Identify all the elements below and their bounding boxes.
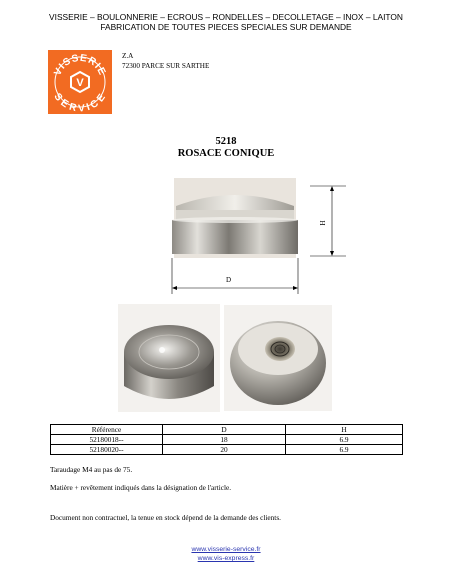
table-cell: 20 <box>163 445 286 455</box>
address-line-2: 72300 PARCE SUR SARTHE <box>122 62 210 70</box>
product-name: ROSACE CONIQUE <box>177 148 275 159</box>
address-line-1: Z.A <box>122 52 134 60</box>
logo-top-text: VISSERIE <box>52 52 108 78</box>
table-header-cell: H <box>286 425 403 435</box>
company-logo <box>48 50 112 114</box>
table-cell: 52180018-- <box>51 435 163 445</box>
table-row <box>51 435 403 445</box>
product-code: 5218 <box>215 136 237 147</box>
table-header-cell: D <box>163 425 286 435</box>
table-cell: 18 <box>163 435 286 445</box>
svg-text:VISSERIE <box>52 53 107 78</box>
dimensions-table <box>50 424 403 455</box>
table-cell: 52180020-- <box>51 445 163 455</box>
header-line-2: FABRICATION DE TOUTES PIECES SPECIALES SUR DEMANDE <box>100 22 352 32</box>
disclaimer-note: Document non contractuel, la tenue en stock dépend de la demande des clients. <box>50 513 281 522</box>
table-header-row <box>51 425 403 435</box>
height-label: H <box>319 220 327 226</box>
table-cell: 6.9 <box>286 435 403 445</box>
product-photo-bottom <box>224 305 332 411</box>
svg-text:SERVICE <box>51 91 108 114</box>
product-photo-top <box>118 304 220 412</box>
footer-link-vis-express[interactable]: www.vis-express.fr <box>197 555 255 562</box>
tapping-note: Taraudage M4 au pas de 75. <box>50 465 133 474</box>
material-note: Matière + revêtement indiqués dans la désignation de l'article. <box>50 483 232 492</box>
header-line-1: VISSERIE – BOULONNERIE – ECROUS – RONDELLES – DECOLLETAGE – INOX – LAITON <box>49 12 403 22</box>
svg-text:V: V <box>76 77 84 89</box>
logo-bottom-text: SERVICE <box>51 91 109 114</box>
diameter-label: D <box>226 276 232 284</box>
dimension-diagram <box>160 176 350 296</box>
footer-link-visserie[interactable]: www.visserie-service.fr <box>191 546 261 553</box>
table-header-cell: Référence <box>51 425 163 435</box>
table-cell: 6.9 <box>286 445 403 455</box>
table-row <box>51 445 403 455</box>
